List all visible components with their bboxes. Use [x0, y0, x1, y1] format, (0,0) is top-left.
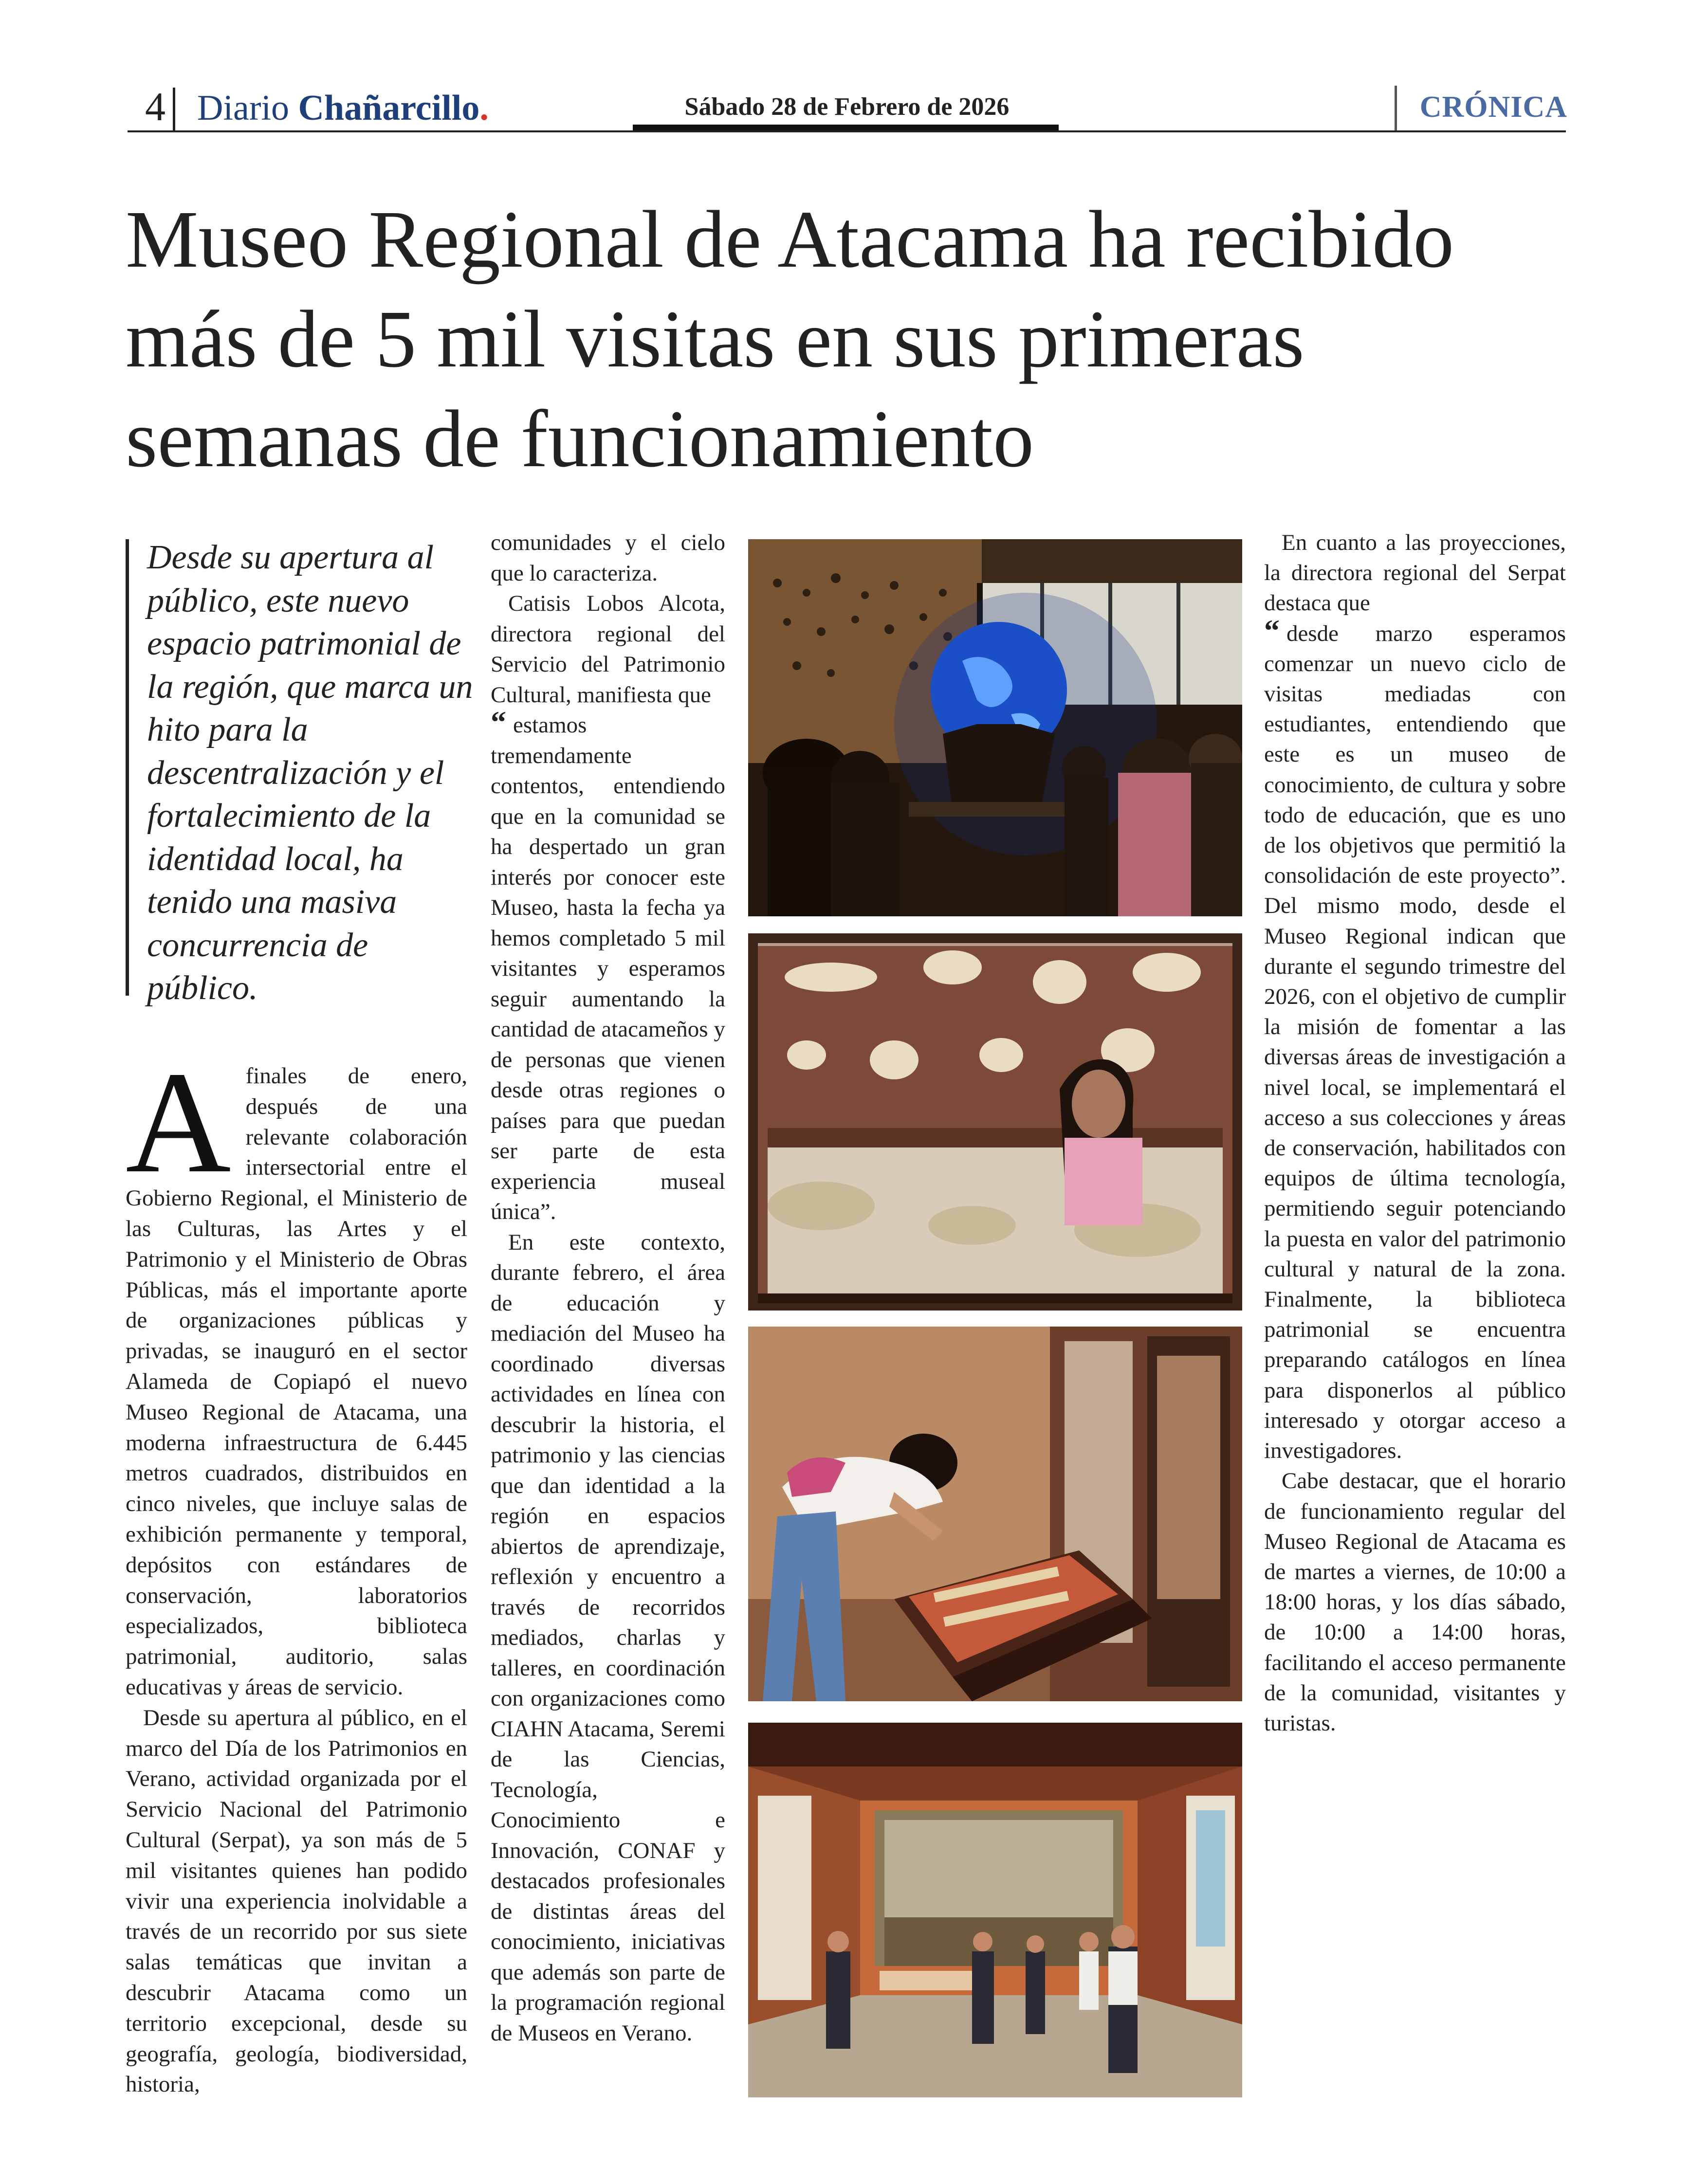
lede-bar [126, 539, 129, 996]
brand-prefix: Diario [197, 88, 290, 128]
page-number: 4 [145, 84, 165, 129]
drop-cap: A [126, 1041, 231, 1203]
photo-globe-exhibit [748, 539, 1242, 916]
masthead-brand [197, 84, 489, 132]
paragraph: En cuanto a las proyecciones, la directora regional del Serpat destaca que [1264, 530, 1566, 616]
photo-fossil-display-case [748, 933, 1242, 1310]
paragraph-text: finales de enero, después de una relevante colaboración intersectorial entre el Gobierno Regional, el Ministerio de las Culturas, las Artes y el Patrimonio y el Ministerio de Obras Públicas, más el importante aporte de organizaciones públicas y privadas, se inauguró en el sector Alameda de Copiapó el nuevo Museo Regional de Atacama, una moderna infraestructura de 6.445 metros cuadrados, distribuidos en cinco niveles, que incluye salas de exhibición permanente y temporal, depósitos con estándares de conservación, laboratorios especializados, biblioteca patrimonial, auditorio, salas educativas y áreas de servicio. [126, 1063, 467, 1700]
photo-visitor-reading-display [748, 1327, 1242, 1701]
article-lede: Desde su apertura al público, este nuevo espacio patrimonial de la región, que marca un hito para la descentralización y el fortalecimiento de la identidad local, ha tenido una masiva concurrencia de público. [147, 539, 473, 1007]
article-headline: Museo Regional de Atacama ha recibido más de 5 mil visitas en sus primeras semanas de funcionamiento [126, 194, 1454, 484]
quote-mark-icon: “ [491, 705, 506, 739]
quote-paragraph [491, 705, 725, 1227]
paragraph [126, 1041, 467, 1703]
brand-dot: . [479, 88, 489, 128]
section-label: CRÓNICA [1419, 91, 1567, 124]
quote-text: estamos tremendamente contentos, entendiendo que en la comunidad se ha despertado un gran interés por conocer este Museo, hasta la fecha ya hemos completado 5 mil visitantes y esperamos seguir aumentando la cantidad de atacameños y de personas que vienen desde otras regiones o países para que puedan ser parte de esta experiencia museal única”. [491, 712, 725, 1224]
photo-exhibition-hall-visitors [748, 1723, 1242, 2097]
header-divider [173, 88, 175, 132]
paragraph: Catisis Lobos Alcota, directora regional del Servicio del Patrimonio Cultural, manifiesta que [491, 591, 725, 708]
section-divider [1395, 86, 1397, 130]
article-column-4 [1264, 528, 1566, 1738]
paragraph: Desde su apertura al público, en el marco del Día de los Patrimonios en Verano, actividad organizada por el Servicio Nacional del Patrimonio Cultural (Serpat), ya son más de 5 mil visitantes quienes han podido vivir una experiencia inolvidable a través de un recorrido por sus siete salas temáticas que invitan a descubrir Atacama como un territorio excepcional, desde su geografía, geología, biodiversidad, historia, [126, 1705, 467, 2097]
quote-mark-icon: “ [1264, 613, 1280, 648]
paragraph: comunidades y el cielo que lo caracteriza. [491, 530, 725, 586]
quote-text: desde marzo esperamos comenzar un nuevo ciclo de visitas mediadas con estudiantes, entendiendo que este es un museo de conocimiento, de cultura y sobre todo de educación, que es uno de los objetivos que permitió la consolidación de este proyecto”. Del mismo modo, desde el Museo Regional indican que durante el segundo trimestre del 2026, con el objetivo de cumplir la misión de fomentar a las diversas áreas de investigación a nivel local, se implementará el acceso a sus colecciones y áreas de conservación, habilitados con equipos de última tecnología, permitiendo seguir potenciando la puesta en valor del patrimonio cultural y natural de la zona. Finalmente, la biblioteca patrimonial se encuentra preparando catálogos en línea para disponerlos al público interesado y otorgar acceso a investigadores. [1264, 620, 1566, 1464]
issue-date: Sábado 28 de Febrero de 2026 [684, 93, 1010, 121]
article-column-1 [126, 1041, 467, 2100]
paragraph: Cabe destacar, que el horario de funcionamiento regular del Museo Regional de Atacama es de martes a viernes, de 10:00 a 18:00 horas, y los días sábado, de 10:00 a 14:00 horas, facilitando el acceso permanente de la comunidad, visitantes y turistas. [1264, 1468, 1566, 1736]
paragraph: En este contexto, durante febrero, el área de educación y mediación del Museo ha coordinado diversas actividades en línea con descubrir la historia, el patrimonio y las ciencias que dan identidad a la región en espacios abiertos de aprendizaje, reflexión y encuentro a través de recorridos mediados, charlas y talleres, en coordinación con organizaciones como CIAHN Atacama, Seremi de las Ciencias, Tecnología, Conocimiento e Innovación, CONAF y destacados profesionales de distintas áreas del conocimiento, iniciativas que además son parte de la programación regional de Museos en Verano. [491, 1229, 725, 2046]
article-column-2 [491, 528, 725, 2048]
header-rule [128, 130, 1566, 132]
quote-paragraph [1264, 613, 1566, 1466]
brand-name: Chañarcillo [298, 88, 480, 128]
